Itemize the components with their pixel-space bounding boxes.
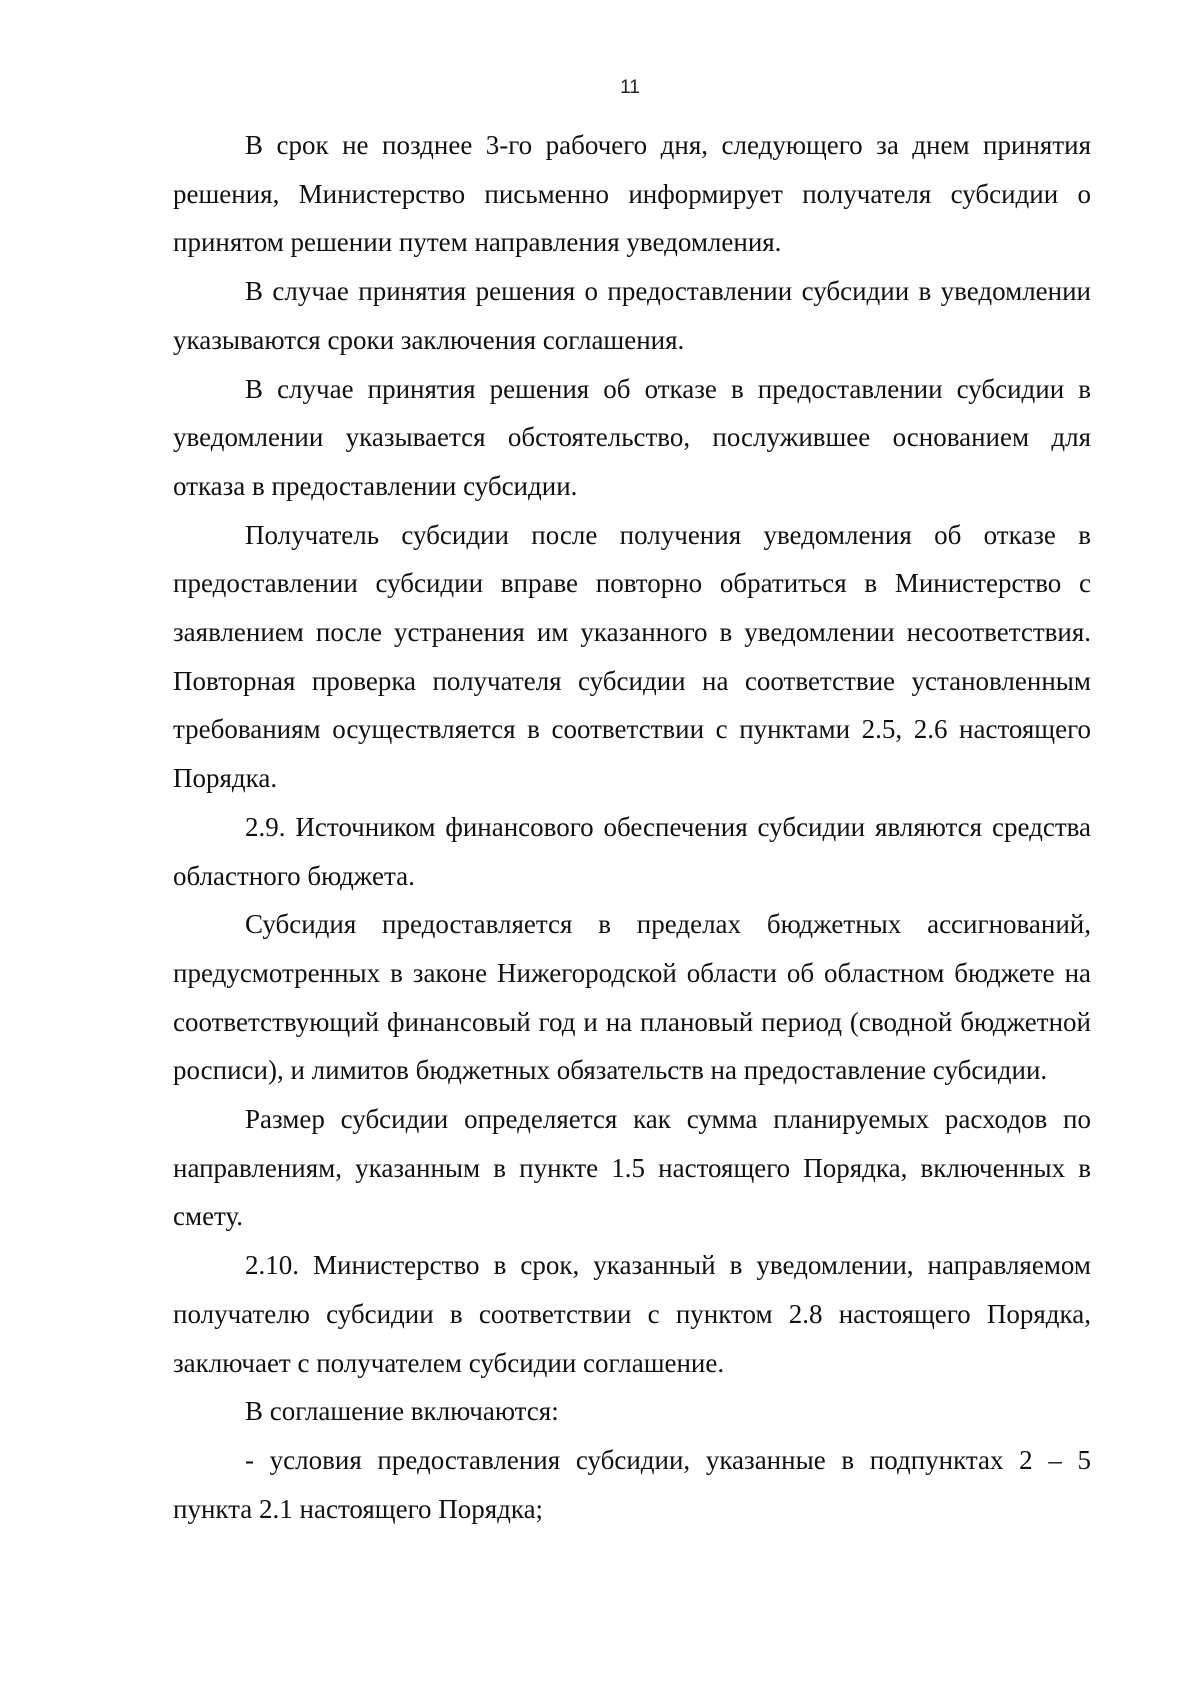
list-item-conditions: - условия предоставления субсидии, указанные в подпунктах 2 – 5 пункта 2.1 настоящего Порядка; [173, 1444, 1091, 1524]
paragraph-approval-notice: В случае принятия решения о предоставлении субсидии в уведомлении указываются сроки заключения соглашения. [173, 276, 1091, 355]
paragraph-agreement-includes: В соглашение включаются: [245, 1396, 559, 1427]
paragraph-reapplication: Получатель субсидии после получения уведомления об отказе в предоставлении субсидии вправе повторно обратиться в Министерство с заявлением после устранения им указанного в уведомлении несоответствия. Повторная проверка получателя субсидии на соответствие установленным требованиям осуществляется в соответствии с пунктами 2.5, 2.6 настоящего Порядка. [173, 519, 1091, 794]
document-body [173, 121, 1091, 1533]
paragraph-2-9-funding-source: 2.9. Источником финансового обеспечения субсидии являются средства областного бюджета. [173, 811, 1091, 891]
paragraph-notification-deadline: В срок не позднее 3-го рабочего дня, следующего за днем принятия решения, Министерство письменно информирует получателя субсидии о принятом решении путем направления уведомления. [173, 130, 1091, 258]
paragraph-2-10-agreement: 2.10. Министерство в срок, указанный в уведомлении, направляемом получателю субсидии в соответствии с пунктом 2.8 настоящего Порядка, заключает с получателем субсидии соглашение. [173, 1250, 1091, 1378]
paragraph-budget-limits: Субсидия предоставляется в пределах бюджетных ассигнований, предусмотренных в законе Нижегородской области об областном бюджете на соответствующий финансовый год и на плановый период (сводной бюджетной росписи), и лимитов бюджетных обязательств на предоставление субсидии. [173, 909, 1091, 1086]
page-number: 11 [620, 77, 640, 98]
paragraph-subsidy-amount: Размер субсидии определяется как сумма планируемых расходов по направлениям, указанным в пункте 1.5 настоящего Порядка, включенных в смету. [173, 1104, 1091, 1232]
paragraph-refusal-notice: В случае принятия решения об отказе в предоставлении субсидии в уведомлении указывается обстоятельство, послужившее основанием для отказа в предоставлении субсидии. [173, 373, 1091, 501]
